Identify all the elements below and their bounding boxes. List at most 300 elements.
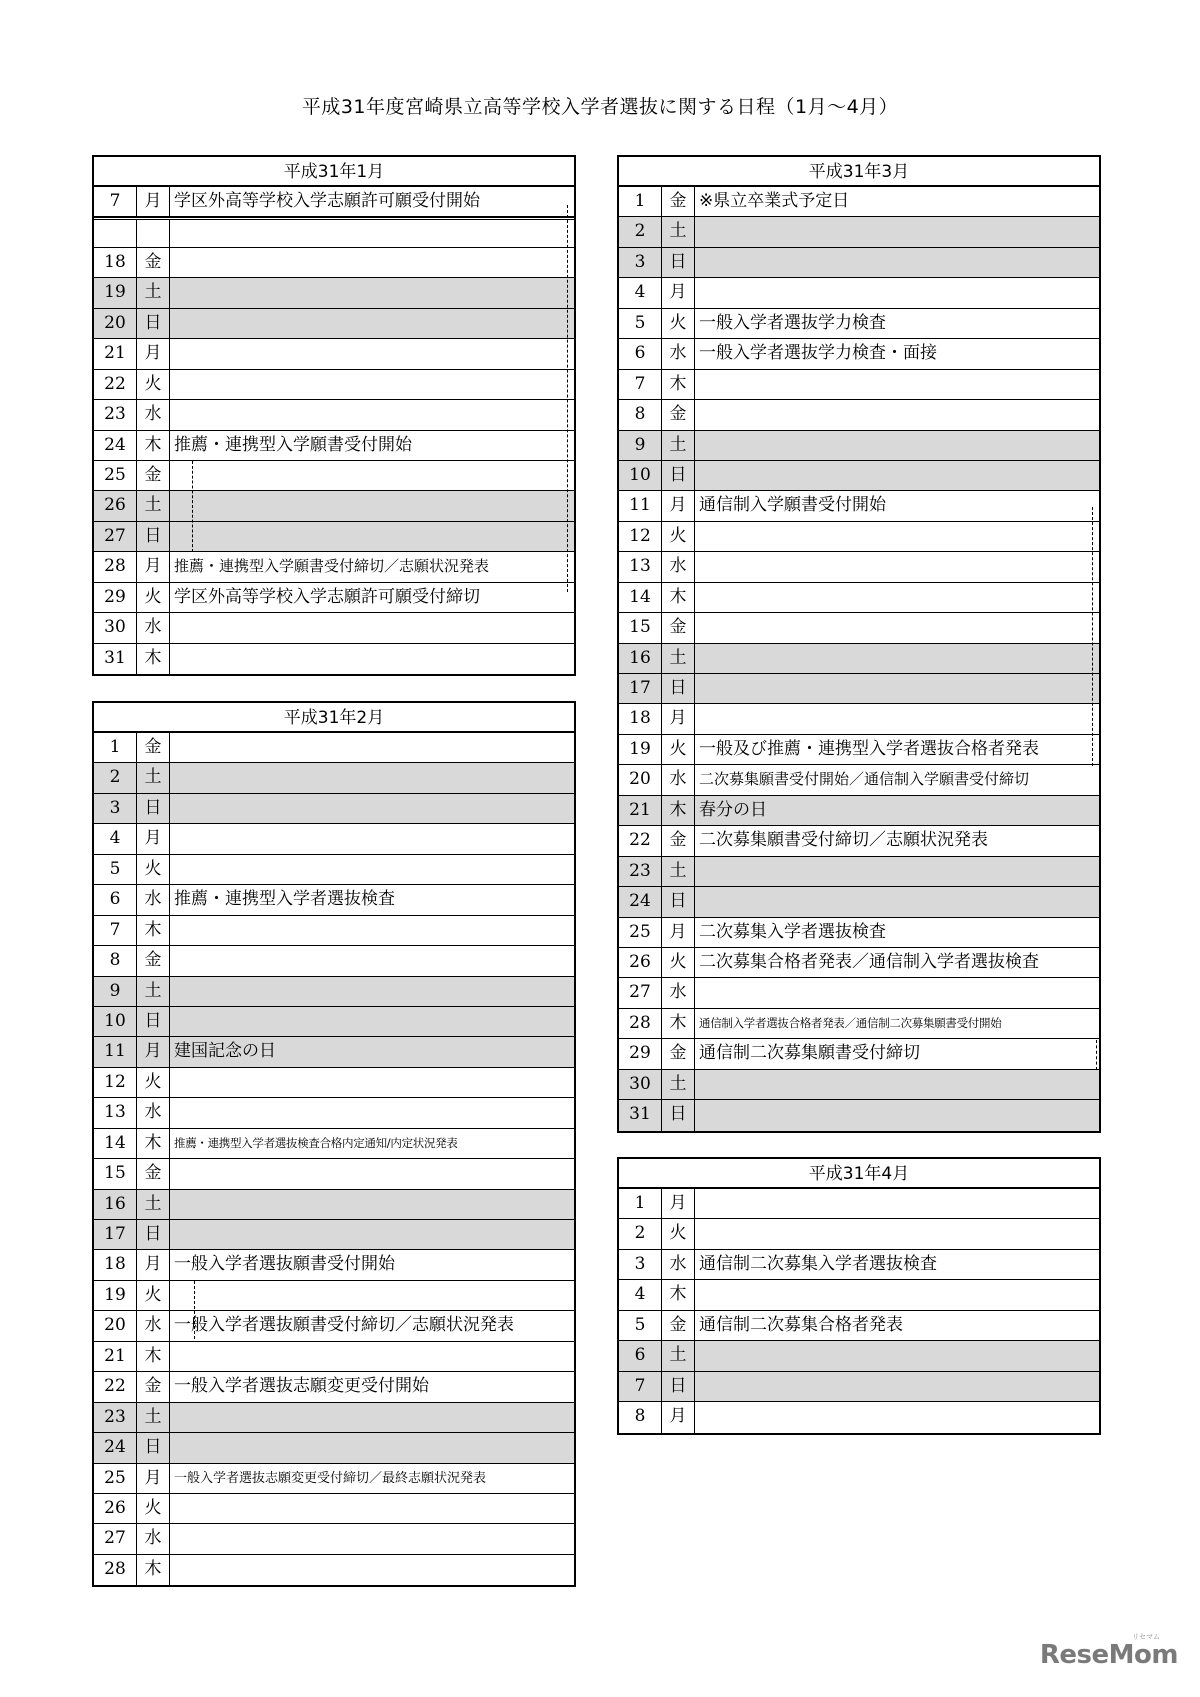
day-number: 30 xyxy=(619,1070,662,1099)
weekday: 火 xyxy=(662,1219,695,1248)
logo-subtext: リセマム xyxy=(1132,1633,1160,1641)
event-text xyxy=(695,217,1099,246)
day-number: 12 xyxy=(94,1068,137,1097)
event-text xyxy=(170,1068,574,1097)
calendar-row xyxy=(619,644,1099,674)
calendar-row xyxy=(619,217,1099,247)
weekday: 火 xyxy=(137,370,170,399)
day-number: 18 xyxy=(619,704,662,733)
calendar-row xyxy=(94,309,574,339)
calendar-header: 平成31年4月 xyxy=(619,1159,1099,1189)
weekday: 月 xyxy=(137,187,170,216)
calendar-row xyxy=(94,885,574,915)
weekday: 木 xyxy=(137,431,170,460)
event-text: 学区外高等学校入学志願許可願受付開始 xyxy=(174,191,480,211)
day-number: 27 xyxy=(619,978,662,1007)
weekday: 木 xyxy=(137,1129,170,1158)
calendar-row xyxy=(619,187,1099,217)
calendar-row xyxy=(619,918,1099,948)
weekday: 日 xyxy=(662,674,695,703)
weekday: 火 xyxy=(137,583,170,612)
weekday: 日 xyxy=(137,1007,170,1036)
weekday: 水 xyxy=(662,978,695,1007)
calendar-row xyxy=(619,978,1099,1008)
day-number: 15 xyxy=(94,1159,137,1188)
resemom-logo: ReseMom xyxy=(1039,1640,1178,1670)
event-text xyxy=(170,1342,574,1371)
calendar-row xyxy=(619,1280,1099,1310)
calendar-row xyxy=(94,644,574,674)
event-text: 一般入学者選抜学力検査 xyxy=(699,312,886,333)
calendar-row xyxy=(94,1159,574,1189)
day-number: 25 xyxy=(619,918,662,947)
weekday: 月 xyxy=(662,278,695,307)
weekday: 水 xyxy=(137,1098,170,1127)
event-text: 春分の日 xyxy=(699,799,767,820)
calendar-row xyxy=(94,400,574,430)
weekday: 水 xyxy=(137,885,170,914)
weekday: 金 xyxy=(662,613,695,642)
day-number: 31 xyxy=(94,644,137,674)
day-number: 7 xyxy=(94,916,137,945)
calendar-row xyxy=(94,763,574,793)
day-number: 7 xyxy=(94,187,137,216)
day-number: 20 xyxy=(94,1311,137,1340)
event-text xyxy=(170,1524,574,1553)
event-text xyxy=(695,400,1099,429)
calendar-row xyxy=(619,522,1099,552)
event-text: 建国記念の日 xyxy=(174,1041,276,1062)
event-text xyxy=(695,583,1099,612)
weekday: 土 xyxy=(137,763,170,792)
range-connector-line xyxy=(1092,507,1093,766)
weekday: 土 xyxy=(662,217,695,246)
calendar-row xyxy=(94,1494,574,1524)
event-text xyxy=(170,1555,574,1585)
event-text xyxy=(170,977,574,1006)
calendar-row xyxy=(94,1250,574,1280)
calendar-row xyxy=(94,522,574,552)
day-number: 19 xyxy=(94,278,137,307)
event-text: 推薦・連携型入学願書受付締切／志願状況発表 xyxy=(174,557,490,576)
weekday: 土 xyxy=(137,1403,170,1432)
day-number: 6 xyxy=(94,885,137,914)
event-text xyxy=(170,370,574,399)
calendar-row xyxy=(619,370,1099,400)
event-text xyxy=(695,461,1099,490)
day-number: 30 xyxy=(94,613,137,642)
event-text xyxy=(695,1219,1099,1248)
event-text xyxy=(170,1007,574,1036)
weekday: 木 xyxy=(662,796,695,825)
calendar-row xyxy=(619,857,1099,887)
range-connector-line xyxy=(194,1281,195,1339)
calendar-row xyxy=(619,248,1099,278)
calendar-row xyxy=(94,583,574,613)
event-text xyxy=(695,1189,1099,1218)
event-text xyxy=(170,1220,574,1249)
day-number: 1 xyxy=(94,733,137,762)
event-text xyxy=(170,309,574,338)
day-number: 24 xyxy=(619,887,662,916)
event-text xyxy=(170,1433,574,1462)
weekday: 月 xyxy=(137,1464,170,1493)
weekday: 月 xyxy=(137,552,170,581)
calendar-row xyxy=(619,826,1099,856)
calendar-row xyxy=(94,1281,574,1311)
day-number: 24 xyxy=(94,431,137,460)
event-text: 通信制入学者選抜合格者発表／通信制二次募集願書受付開始 xyxy=(699,1015,1002,1030)
day-number: 31 xyxy=(619,1100,662,1130)
day-number: 8 xyxy=(619,1402,662,1432)
day-number xyxy=(94,220,137,246)
weekday: 日 xyxy=(137,1220,170,1249)
weekday: 土 xyxy=(662,644,695,673)
day-number: 20 xyxy=(94,309,137,338)
day-number: 21 xyxy=(619,796,662,825)
weekday: 水 xyxy=(662,339,695,368)
range-connector-line xyxy=(1096,1040,1097,1070)
calendar-row xyxy=(94,1433,574,1463)
calendar-row xyxy=(94,977,574,1007)
weekday: 土 xyxy=(137,977,170,1006)
weekday: 月 xyxy=(137,1037,170,1066)
day-number: 25 xyxy=(94,1464,137,1493)
calendar-row xyxy=(619,796,1099,826)
day-number: 18 xyxy=(94,248,137,277)
calendar-row xyxy=(94,824,574,854)
day-number: 5 xyxy=(94,855,137,884)
day-number: 15 xyxy=(619,613,662,642)
weekday: 木 xyxy=(662,583,695,612)
calendar-row xyxy=(619,948,1099,978)
day-number: 28 xyxy=(619,1009,662,1038)
weekday: 木 xyxy=(137,1555,170,1585)
calendar-row xyxy=(94,1037,574,1067)
event-text xyxy=(170,946,574,975)
weekday: 日 xyxy=(137,794,170,823)
event-text xyxy=(695,1100,1099,1130)
event-text xyxy=(695,431,1099,460)
calendar-row xyxy=(94,1098,574,1128)
event-text xyxy=(695,1280,1099,1309)
weekday: 火 xyxy=(137,1494,170,1523)
day-number: 19 xyxy=(619,735,662,764)
day-number: 16 xyxy=(94,1190,137,1219)
calendar-row xyxy=(94,1220,574,1250)
event-text xyxy=(695,887,1099,916)
day-number: 25 xyxy=(94,461,137,490)
day-number: 1 xyxy=(619,1189,662,1218)
event-text: 一般入学者選抜志願変更受付締切／最終志願状況発表 xyxy=(174,1470,487,1486)
calendar-row xyxy=(94,946,574,976)
event-text xyxy=(695,1372,1099,1401)
event-text: 通信制入学願書受付開始 xyxy=(699,495,886,516)
day-number: 27 xyxy=(94,1524,137,1553)
day-number: 18 xyxy=(94,1250,137,1279)
weekday: 金 xyxy=(137,946,170,975)
weekday: 火 xyxy=(662,948,695,977)
weekday: 土 xyxy=(662,1070,695,1099)
day-number: 17 xyxy=(619,674,662,703)
weekday: 金 xyxy=(662,1039,695,1068)
day-number: 11 xyxy=(94,1037,137,1066)
event-text: 通信制二次募集合格者発表 xyxy=(699,1314,903,1335)
event-text xyxy=(170,339,574,368)
calendar-row xyxy=(94,1524,574,1554)
event-text xyxy=(170,1098,574,1127)
range-connector-line xyxy=(192,461,193,552)
event-text xyxy=(695,522,1099,551)
event-text xyxy=(695,248,1099,277)
day-number: 22 xyxy=(619,826,662,855)
weekday: 月 xyxy=(662,1402,695,1432)
event-text xyxy=(695,1341,1099,1370)
day-number: 10 xyxy=(94,1007,137,1036)
day-number: 23 xyxy=(619,857,662,886)
calendar-row xyxy=(94,916,574,946)
day-number: 13 xyxy=(94,1098,137,1127)
calendar-row xyxy=(94,613,574,643)
day-number: 20 xyxy=(619,765,662,794)
day-number: 21 xyxy=(94,1342,137,1371)
event-text: 学区外高等学校入学志願許可願受付締切 xyxy=(174,586,480,607)
weekday: 月 xyxy=(137,1250,170,1279)
weekday: 水 xyxy=(137,1524,170,1553)
day-number: 28 xyxy=(94,552,137,581)
day-number: 24 xyxy=(94,1433,137,1462)
calendar-row xyxy=(619,431,1099,461)
weekday: 水 xyxy=(137,613,170,642)
calendar-row xyxy=(619,552,1099,582)
day-number: 3 xyxy=(619,248,662,277)
event-text: 一般及び推薦・連携型入学者選抜合格者発表 xyxy=(699,738,1039,759)
event-text xyxy=(170,248,574,277)
event-text: 一般入学者選抜志願変更受付開始 xyxy=(174,1376,429,1397)
weekday: 水 xyxy=(662,1250,695,1279)
day-number: 28 xyxy=(94,1555,137,1585)
event-text: 一般入学者選抜願書受付締切／志願状況発表 xyxy=(174,1315,514,1336)
calendar-january xyxy=(92,155,576,676)
day-number: 16 xyxy=(619,644,662,673)
event-text: 二次募集合格者発表／通信制入学者選抜検査 xyxy=(699,951,1039,972)
weekday: 水 xyxy=(137,400,170,429)
day-number: 10 xyxy=(619,461,662,490)
event-text: 推薦・連携型入学願書受付開始 xyxy=(174,434,412,455)
weekday: 木 xyxy=(137,1342,170,1371)
weekday: 火 xyxy=(137,1281,170,1310)
day-number: 6 xyxy=(619,1341,662,1370)
weekday: 土 xyxy=(662,857,695,886)
event-text xyxy=(170,763,574,792)
weekday: 火 xyxy=(662,735,695,764)
calendar-header: 平成31年3月 xyxy=(619,157,1099,187)
calendar-row xyxy=(94,1129,574,1159)
event-text xyxy=(170,644,574,674)
event-text xyxy=(170,1403,574,1432)
calendar-row xyxy=(94,1464,574,1494)
day-number: 26 xyxy=(94,491,137,520)
calendar-march xyxy=(617,155,1101,1133)
weekday: 月 xyxy=(137,824,170,853)
calendar-row xyxy=(619,1009,1099,1039)
event-text: ※県立卒業式予定日 xyxy=(699,191,850,211)
calendar-row xyxy=(94,248,574,278)
weekday: 金 xyxy=(662,826,695,855)
calendar-row xyxy=(619,278,1099,308)
event-text xyxy=(170,824,574,853)
day-number: 5 xyxy=(619,309,662,338)
day-number: 12 xyxy=(619,522,662,551)
calendar-row xyxy=(94,1342,574,1372)
calendar-row xyxy=(94,855,574,885)
weekday: 木 xyxy=(662,370,695,399)
calendar-row xyxy=(619,583,1099,613)
calendar-row xyxy=(619,309,1099,339)
calendar-row xyxy=(94,1403,574,1433)
event-text xyxy=(695,857,1099,886)
weekday: 月 xyxy=(662,918,695,947)
calendar-row xyxy=(619,613,1099,643)
calendar-header: 平成31年1月 xyxy=(94,157,574,187)
event-text xyxy=(695,1402,1099,1432)
weekday: 日 xyxy=(662,1372,695,1401)
day-number: 2 xyxy=(619,217,662,246)
calendar-row xyxy=(94,1007,574,1037)
event-text xyxy=(170,461,574,490)
weekday: 金 xyxy=(137,461,170,490)
day-number: 26 xyxy=(94,1494,137,1523)
day-number: 23 xyxy=(94,400,137,429)
calendar-february xyxy=(92,701,576,1587)
calendar-row xyxy=(94,370,574,400)
weekday: 木 xyxy=(662,1009,695,1038)
calendar-row xyxy=(94,794,574,824)
event-text xyxy=(170,733,574,762)
calendar-row xyxy=(94,278,574,308)
weekday: 金 xyxy=(137,1159,170,1188)
event-text xyxy=(170,220,574,246)
weekday: 金 xyxy=(137,1372,170,1401)
day-number: 29 xyxy=(94,583,137,612)
calendar-row xyxy=(619,400,1099,430)
event-text: 二次募集願書受付開始／通信制入学願書受付締切 xyxy=(699,770,1030,789)
event-text: 通信制二次募集入学者選抜検査 xyxy=(699,1253,937,1274)
event-text xyxy=(170,855,574,884)
calendar-row xyxy=(619,461,1099,491)
event-text: 一般入学者選抜願書受付開始 xyxy=(174,1254,395,1275)
weekday: 金 xyxy=(662,187,695,216)
day-number: 9 xyxy=(619,431,662,460)
calendar-row xyxy=(94,1068,574,1098)
day-number: 2 xyxy=(94,763,137,792)
weekday: 土 xyxy=(137,1190,170,1219)
calendar-row xyxy=(619,887,1099,917)
event-text xyxy=(170,1281,574,1310)
weekday: 水 xyxy=(662,765,695,794)
day-number: 14 xyxy=(619,583,662,612)
day-number: 22 xyxy=(94,1372,137,1401)
weekday: 土 xyxy=(662,431,695,460)
weekday: 土 xyxy=(137,491,170,520)
event-text xyxy=(170,491,574,520)
event-text xyxy=(170,278,574,307)
weekday: 日 xyxy=(662,248,695,277)
weekday: 火 xyxy=(137,855,170,884)
weekday: 日 xyxy=(137,522,170,551)
event-text xyxy=(170,1494,574,1523)
calendar-row xyxy=(619,735,1099,765)
event-text: 推薦・連携型入学者選抜検査合格内定通知/内定状況発表 xyxy=(174,1135,458,1150)
weekday: 金 xyxy=(662,1311,695,1340)
day-number: 26 xyxy=(619,948,662,977)
event-text xyxy=(170,794,574,823)
calendar-row xyxy=(619,1250,1099,1280)
weekday: 月 xyxy=(662,704,695,733)
weekday: 水 xyxy=(137,1311,170,1340)
day-number: 2 xyxy=(619,1219,662,1248)
calendar-row xyxy=(619,765,1099,795)
event-text xyxy=(170,1190,574,1219)
day-number: 4 xyxy=(619,1280,662,1309)
calendar-row xyxy=(94,431,574,461)
day-number: 23 xyxy=(94,1403,137,1432)
day-number: 8 xyxy=(94,946,137,975)
weekday: 火 xyxy=(662,522,695,551)
day-number: 3 xyxy=(619,1250,662,1279)
calendar-row xyxy=(94,552,574,582)
calendar-row xyxy=(619,1402,1099,1432)
event-text xyxy=(695,552,1099,581)
range-connector-line xyxy=(567,205,568,592)
calendar-row xyxy=(619,1341,1099,1371)
event-text xyxy=(695,978,1099,1007)
day-number: 5 xyxy=(619,1311,662,1340)
calendar-row xyxy=(94,1372,574,1402)
calendar-row xyxy=(619,1189,1099,1219)
day-number: 19 xyxy=(94,1281,137,1310)
weekday: 月 xyxy=(137,339,170,368)
event-text: 二次募集入学者選抜検査 xyxy=(699,921,886,942)
event-text xyxy=(695,1070,1099,1099)
event-text xyxy=(170,1159,574,1188)
day-number: 21 xyxy=(94,339,137,368)
day-number: 29 xyxy=(619,1039,662,1068)
day-number: 13 xyxy=(619,552,662,581)
page-title: 平成31年度宮崎県立高等学校入学者選抜に関する日程（1月～4月） xyxy=(301,96,899,118)
day-number: 27 xyxy=(94,522,137,551)
event-text: 推薦・連携型入学者選抜検査 xyxy=(174,889,395,910)
calendar-row xyxy=(619,339,1099,369)
weekday: 月 xyxy=(662,491,695,520)
event-text: 二次募集願書受付締切／志願状況発表 xyxy=(699,830,988,851)
calendar-row xyxy=(94,461,574,491)
calendar-row xyxy=(619,1219,1099,1249)
weekday: 金 xyxy=(137,248,170,277)
day-number: 7 xyxy=(619,1372,662,1401)
weekday: 日 xyxy=(137,309,170,338)
day-number: 8 xyxy=(619,400,662,429)
day-number: 14 xyxy=(94,1129,137,1158)
day-number: 17 xyxy=(94,1220,137,1249)
weekday: 月 xyxy=(662,1189,695,1218)
calendar-row xyxy=(619,704,1099,734)
day-number: 9 xyxy=(94,977,137,1006)
weekday: 金 xyxy=(137,733,170,762)
calendar-row xyxy=(94,339,574,369)
event-text: 一般入学者選抜学力検査・面接 xyxy=(699,343,937,364)
weekday: 日 xyxy=(662,887,695,916)
